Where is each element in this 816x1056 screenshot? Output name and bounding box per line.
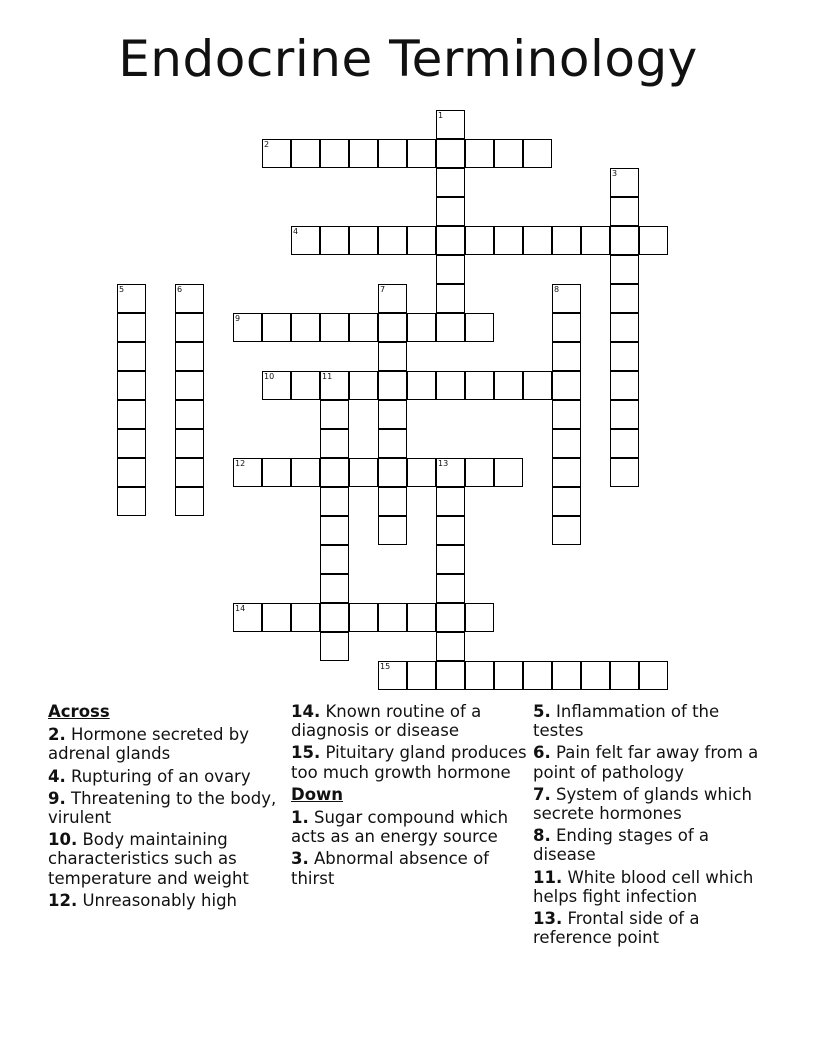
clue-text: Inflammation of the testes xyxy=(533,702,720,741)
grid-cell[interactable] xyxy=(262,458,291,487)
grid-cell[interactable] xyxy=(436,371,465,400)
clue-number: 4. xyxy=(48,766,66,786)
cell-number: 10 xyxy=(264,372,275,381)
grid-cell[interactable] xyxy=(465,371,494,400)
grid-cell[interactable] xyxy=(175,342,204,371)
cell-number: 8 xyxy=(554,285,560,294)
grid-cell[interactable] xyxy=(233,458,262,487)
clue-number: 7. xyxy=(533,784,551,804)
grid-cell[interactable] xyxy=(610,197,639,226)
grid-cell[interactable] xyxy=(320,516,349,545)
grid-cell[interactable] xyxy=(175,284,204,313)
clue-down-8 xyxy=(533,826,773,864)
clue-number: 10. xyxy=(48,830,78,850)
clue-number: 15. xyxy=(291,743,321,763)
grid-cell[interactable] xyxy=(610,371,639,400)
grid-cell[interactable] xyxy=(523,371,552,400)
grid-cell[interactable] xyxy=(378,226,407,255)
grid-cell[interactable] xyxy=(407,226,436,255)
grid-cell[interactable] xyxy=(407,139,436,168)
page-title: Endocrine Terminology xyxy=(118,30,698,88)
grid-cell[interactable] xyxy=(436,661,465,690)
grid-cell[interactable] xyxy=(407,458,436,487)
cell-number: 9 xyxy=(235,314,241,323)
grid-cell[interactable] xyxy=(320,139,349,168)
cell-number: 4 xyxy=(293,227,299,236)
grid-cell[interactable] xyxy=(639,226,668,255)
grid-cell[interactable] xyxy=(378,487,407,516)
grid-cell[interactable] xyxy=(436,632,465,661)
grid-cell[interactable] xyxy=(349,139,378,168)
grid-cell[interactable] xyxy=(436,574,465,603)
clue-text: Known routine of a diagnosis or disease xyxy=(291,702,482,741)
cell-number: 15 xyxy=(380,662,391,671)
grid-cell[interactable] xyxy=(117,313,146,342)
clue-down-5 xyxy=(533,702,773,740)
clue-across-15 xyxy=(291,743,527,781)
grid-cell[interactable] xyxy=(117,400,146,429)
clue-number: 12. xyxy=(48,890,78,910)
grid-cell[interactable] xyxy=(117,284,146,313)
grid-cell[interactable] xyxy=(233,603,262,632)
cell-number: 3 xyxy=(612,169,618,178)
clue-number: 2. xyxy=(48,725,66,745)
grid-cell[interactable] xyxy=(436,516,465,545)
grid-cell[interactable] xyxy=(494,458,523,487)
clue-text: Threatening to the body, virulent xyxy=(48,788,277,828)
clue-down-11 xyxy=(533,868,773,906)
cell-number: 13 xyxy=(438,459,449,468)
cell-number: 7 xyxy=(380,285,386,294)
grid-cell[interactable] xyxy=(436,226,465,255)
grid-cell[interactable] xyxy=(378,661,407,690)
grid-cell[interactable] xyxy=(378,284,407,313)
grid-cell[interactable] xyxy=(349,458,378,487)
grid-cell[interactable] xyxy=(378,429,407,458)
grid-cell[interactable] xyxy=(436,545,465,574)
cell-number: 6 xyxy=(177,285,183,294)
clue-number: 3. xyxy=(291,849,309,869)
clue-across-14 xyxy=(291,702,527,740)
grid-cell[interactable] xyxy=(117,342,146,371)
clue-across-4 xyxy=(48,767,278,786)
grid-cell[interactable] xyxy=(610,661,639,690)
clue-number: 6. xyxy=(533,743,551,763)
grid-cell[interactable] xyxy=(494,139,523,168)
grid-cell[interactable] xyxy=(610,284,639,313)
grid-cell[interactable] xyxy=(610,226,639,255)
clue-text: Pituitary gland produces too much growth hormone xyxy=(291,743,527,782)
grid-cell[interactable] xyxy=(349,313,378,342)
grid-cell[interactable] xyxy=(610,255,639,284)
grid-cell[interactable] xyxy=(407,371,436,400)
grid-cell[interactable] xyxy=(262,313,291,342)
grid-cell[interactable] xyxy=(320,545,349,574)
clue-number: 14. xyxy=(291,702,321,721)
grid-cell[interactable] xyxy=(465,226,494,255)
grid-cell[interactable] xyxy=(465,661,494,690)
grid-cell[interactable] xyxy=(349,371,378,400)
grid-cell[interactable] xyxy=(407,603,436,632)
clue-across-2 xyxy=(48,725,278,763)
grid-cell[interactable] xyxy=(436,487,465,516)
grid-cell[interactable] xyxy=(378,313,407,342)
clues-column-2 xyxy=(291,702,527,891)
grid-cell[interactable] xyxy=(320,226,349,255)
grid-cell[interactable] xyxy=(552,284,581,313)
clue-number: 1. xyxy=(291,808,309,828)
grid-cell[interactable] xyxy=(320,603,349,632)
clue-down-7 xyxy=(533,785,773,823)
grid-cell[interactable] xyxy=(320,632,349,661)
grid-cell[interactable] xyxy=(552,371,581,400)
down-heading: Down xyxy=(291,784,344,804)
grid-cell[interactable] xyxy=(494,226,523,255)
grid-cell[interactable] xyxy=(610,400,639,429)
grid-cell[interactable] xyxy=(291,313,320,342)
grid-cell[interactable] xyxy=(552,487,581,516)
grid-cell[interactable] xyxy=(378,516,407,545)
grid-cell[interactable] xyxy=(610,429,639,458)
grid-cell[interactable] xyxy=(523,661,552,690)
grid-cell[interactable] xyxy=(552,458,581,487)
clue-down-1 xyxy=(291,808,527,846)
grid-cell[interactable] xyxy=(320,313,349,342)
grid-cell[interactable] xyxy=(378,139,407,168)
clue-text: Rupturing of an ovary xyxy=(71,766,251,786)
grid-cell[interactable] xyxy=(436,458,465,487)
grid-cell[interactable] xyxy=(436,603,465,632)
cell-number: 14 xyxy=(235,604,246,613)
grid-cell[interactable] xyxy=(552,400,581,429)
grid-cell[interactable] xyxy=(465,458,494,487)
grid-cell[interactable] xyxy=(320,429,349,458)
grid-cell[interactable] xyxy=(291,603,320,632)
grid-cell[interactable] xyxy=(523,226,552,255)
clue-down-3 xyxy=(291,849,527,887)
clue-across-9 xyxy=(48,789,278,827)
grid-cell[interactable] xyxy=(552,661,581,690)
grid-cell[interactable] xyxy=(436,139,465,168)
grid-cell[interactable] xyxy=(175,487,204,516)
grid-cell[interactable] xyxy=(378,342,407,371)
grid-cell[interactable] xyxy=(117,487,146,516)
clue-text: Ending stages of a disease xyxy=(533,826,710,865)
clue-down-13 xyxy=(533,909,773,947)
grid-cell[interactable] xyxy=(320,400,349,429)
grid-cell[interactable] xyxy=(581,661,610,690)
clues-column-3 xyxy=(533,702,773,950)
cell-number: 5 xyxy=(119,285,125,294)
grid-cell[interactable] xyxy=(436,255,465,284)
grid-cell[interactable] xyxy=(378,603,407,632)
clue-number: 9. xyxy=(48,788,66,808)
clue-down-6 xyxy=(533,743,773,781)
clue-number: 11. xyxy=(533,867,563,887)
clue-across-10 xyxy=(48,830,278,888)
grid-cell[interactable] xyxy=(465,313,494,342)
grid-cell[interactable] xyxy=(320,371,349,400)
clue-text: Hormone secreted by adrenal glands xyxy=(48,725,249,764)
grid-cell[interactable] xyxy=(320,487,349,516)
grid-cell[interactable] xyxy=(552,429,581,458)
grid-cell[interactable] xyxy=(262,371,291,400)
clues-column-1 xyxy=(48,702,278,913)
clue-text: Body maintaining characteristics such as temperature and weight xyxy=(48,830,249,888)
clue-text: Pain felt far away from a point of pathology xyxy=(533,743,759,782)
grid-cell[interactable] xyxy=(291,139,320,168)
grid-cell[interactable] xyxy=(378,371,407,400)
grid-cell[interactable] xyxy=(262,603,291,632)
grid-cell[interactable] xyxy=(262,139,291,168)
grid-cell[interactable] xyxy=(436,168,465,197)
cell-number: 12 xyxy=(235,459,246,468)
grid-cell[interactable] xyxy=(610,342,639,371)
cell-number: 2 xyxy=(264,140,270,149)
grid-cell[interactable] xyxy=(436,197,465,226)
grid-cell[interactable] xyxy=(349,603,378,632)
grid-cell[interactable] xyxy=(610,168,639,197)
grid-cell[interactable] xyxy=(233,313,262,342)
grid-cell[interactable] xyxy=(291,458,320,487)
grid-cell[interactable] xyxy=(494,371,523,400)
grid-cell[interactable] xyxy=(320,458,349,487)
grid-cell[interactable] xyxy=(117,371,146,400)
clue-text: Sugar compound which acts as an energy source xyxy=(291,808,509,847)
clue-text: System of glands which secrete hormones xyxy=(533,784,752,824)
grid-cell[interactable] xyxy=(407,661,436,690)
grid-cell[interactable] xyxy=(436,110,465,139)
grid-cell[interactable] xyxy=(610,458,639,487)
clue-text: Unreasonably high xyxy=(82,890,238,910)
grid-cell[interactable] xyxy=(552,313,581,342)
grid-cell[interactable] xyxy=(407,313,436,342)
grid-cell[interactable] xyxy=(610,313,639,342)
clue-text: Abnormal absence of thirst xyxy=(291,849,489,888)
clue-number: 13. xyxy=(533,909,563,929)
clue-text: Frontal side of a reference point xyxy=(533,909,700,948)
grid-cell[interactable] xyxy=(552,226,581,255)
grid-cell[interactable] xyxy=(291,371,320,400)
grid-cell[interactable] xyxy=(175,429,204,458)
grid-cell[interactable] xyxy=(175,371,204,400)
grid-cell[interactable] xyxy=(639,661,668,690)
grid-cell[interactable] xyxy=(581,226,610,255)
grid-cell[interactable] xyxy=(436,284,465,313)
clue-text: White blood cell which helps fight infection xyxy=(533,867,754,906)
cell-number: 11 xyxy=(322,372,333,381)
clue-number: 8. xyxy=(533,826,551,846)
grid-cell[interactable] xyxy=(175,313,204,342)
grid-cell[interactable] xyxy=(378,458,407,487)
grid-cell[interactable] xyxy=(175,458,204,487)
clue-across-12 xyxy=(48,891,278,910)
grid-cell[interactable] xyxy=(494,661,523,690)
grid-cell[interactable] xyxy=(552,516,581,545)
grid-cell[interactable] xyxy=(175,400,204,429)
grid-cell[interactable] xyxy=(117,429,146,458)
grid-cell[interactable] xyxy=(320,574,349,603)
grid-cell[interactable] xyxy=(552,342,581,371)
grid-cell[interactable] xyxy=(465,139,494,168)
across-heading: Across xyxy=(48,702,110,721)
grid-cell[interactable] xyxy=(378,400,407,429)
grid-cell[interactable] xyxy=(465,603,494,632)
grid-cell[interactable] xyxy=(291,226,320,255)
grid-cell[interactable] xyxy=(117,458,146,487)
cell-number: 1 xyxy=(438,111,444,120)
grid-cell[interactable] xyxy=(349,226,378,255)
grid-cell[interactable] xyxy=(523,139,552,168)
clue-number: 5. xyxy=(533,702,551,721)
grid-cell[interactable] xyxy=(436,313,465,342)
